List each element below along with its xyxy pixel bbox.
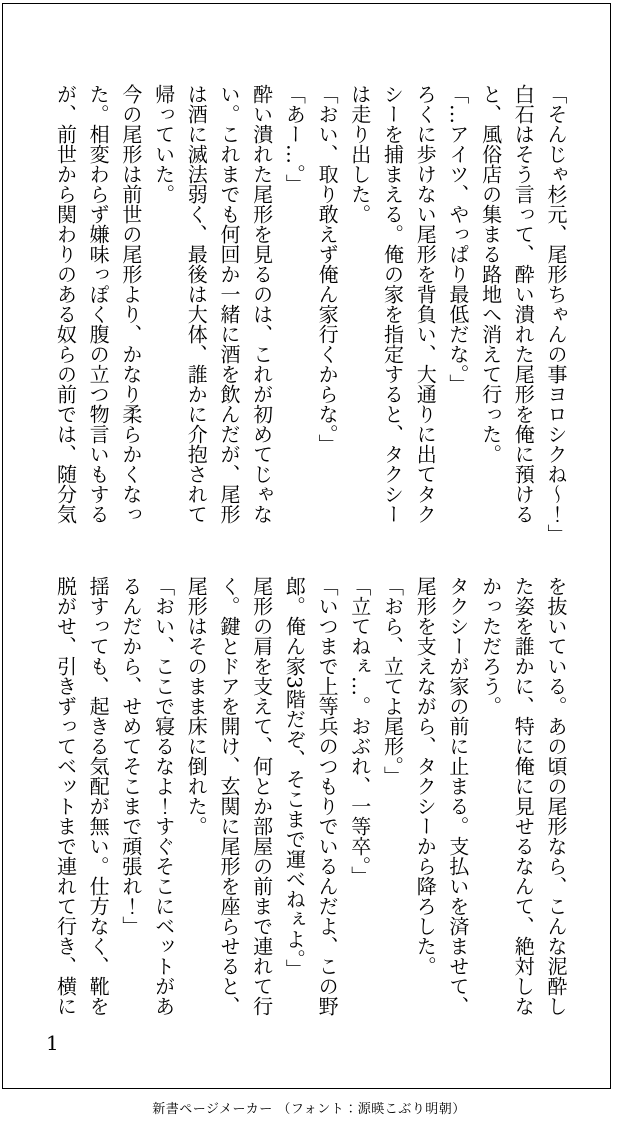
text-line: タクシーが家の前に止まる。支払いを済ませて、: [445, 576, 470, 1016]
text-line: るんだから、せめてそこまで頑張れ！」: [118, 576, 143, 936]
text-line: は走り出した。: [347, 84, 372, 224]
text-line: 「そんじゃ杉元、尾形ちゃんの事ヨロシクね～！」: [544, 84, 568, 544]
text-block-bottom: [49, 576, 572, 1018]
text-line: と、風俗店の集まる路地へ消えて行った。: [478, 84, 503, 464]
text-line: ろくに歩けない尾形を背負い、大通りに出てタク: [413, 84, 438, 524]
text-line: 白石はそう言って、酔い潰れた尾形を俺に預ける: [511, 84, 536, 524]
text-block-top: [49, 84, 572, 544]
text-line: く。鍵とドアを開け、玄関に尾形を座らせると、: [216, 576, 241, 1016]
text-line: 尾形はそのまま床に倒れた。: [184, 576, 209, 836]
text-line: た。相変わらず嫌味っぽく腹の立つ物言いもする: [86, 84, 111, 524]
footer-caption: 新書ページメーカー （フォント：源暎こぶり明朝）: [152, 1102, 466, 1117]
text-line: い。これまでも何回か一緒に酒を飲んだが、尾形: [216, 84, 241, 524]
text-line: 「おら、立てよ尾形。」: [380, 576, 405, 786]
text-line: 酔い潰れた尾形を見るのは、これが初めてじゃな: [249, 84, 274, 524]
text-line: が、前世から関わりのある奴らの前では、随分気: [53, 84, 78, 524]
text-line: 尾形の肩を支えて、何とか部屋の前まで連れて行: [249, 576, 274, 1016]
page-number: 1: [46, 1031, 59, 1055]
text-line: 「おい、ここで寝るなよ！すぐそこにベットがあ: [151, 576, 176, 1016]
text-line: 脱がせ、引きずってベットまで連れて行き、横に: [53, 576, 78, 1016]
text-line: を抜いている。あの頃の尾形なら、こんな泥酔し: [544, 576, 568, 1016]
text-line: 帰っていた。: [151, 84, 176, 204]
text-line: た姿を誰かに、特に俺に見せるなんて、絶対しな: [511, 576, 536, 1016]
text-line: かっただろう。: [478, 576, 503, 716]
text-line: 「…アイツ、やっぱり最低だな。」: [445, 84, 470, 394]
text-line: 今の尾形は前世の尾形より、かなり柔らかくなっ: [118, 84, 143, 524]
text-line: 「立てねぇ…。おぶれ、一等卒。」: [347, 576, 372, 886]
text-line: は酒に滅法弱く、最後は大体、誰かに介抱されて: [184, 84, 209, 524]
text-line: 尾形を支えながら、タクシーから降ろした。: [413, 576, 438, 976]
text-line: 「いつまで上等兵のつもりでいるんだよ、この野: [315, 576, 340, 1016]
text-line: 揺すっても、起きる気配が無い。仕方なく、靴を: [86, 576, 111, 1016]
text-line: 郎。俺ん家3階だぞ、そこまで運べねぇよ。」: [282, 576, 307, 979]
text-line: 「あー…。」: [282, 84, 307, 194]
text-line: 「おい、取り敢えず俺ん家行くからな。」: [315, 84, 340, 454]
text-line: シーを捕まえる。俺の家を指定すると、タクシー: [380, 84, 405, 524]
